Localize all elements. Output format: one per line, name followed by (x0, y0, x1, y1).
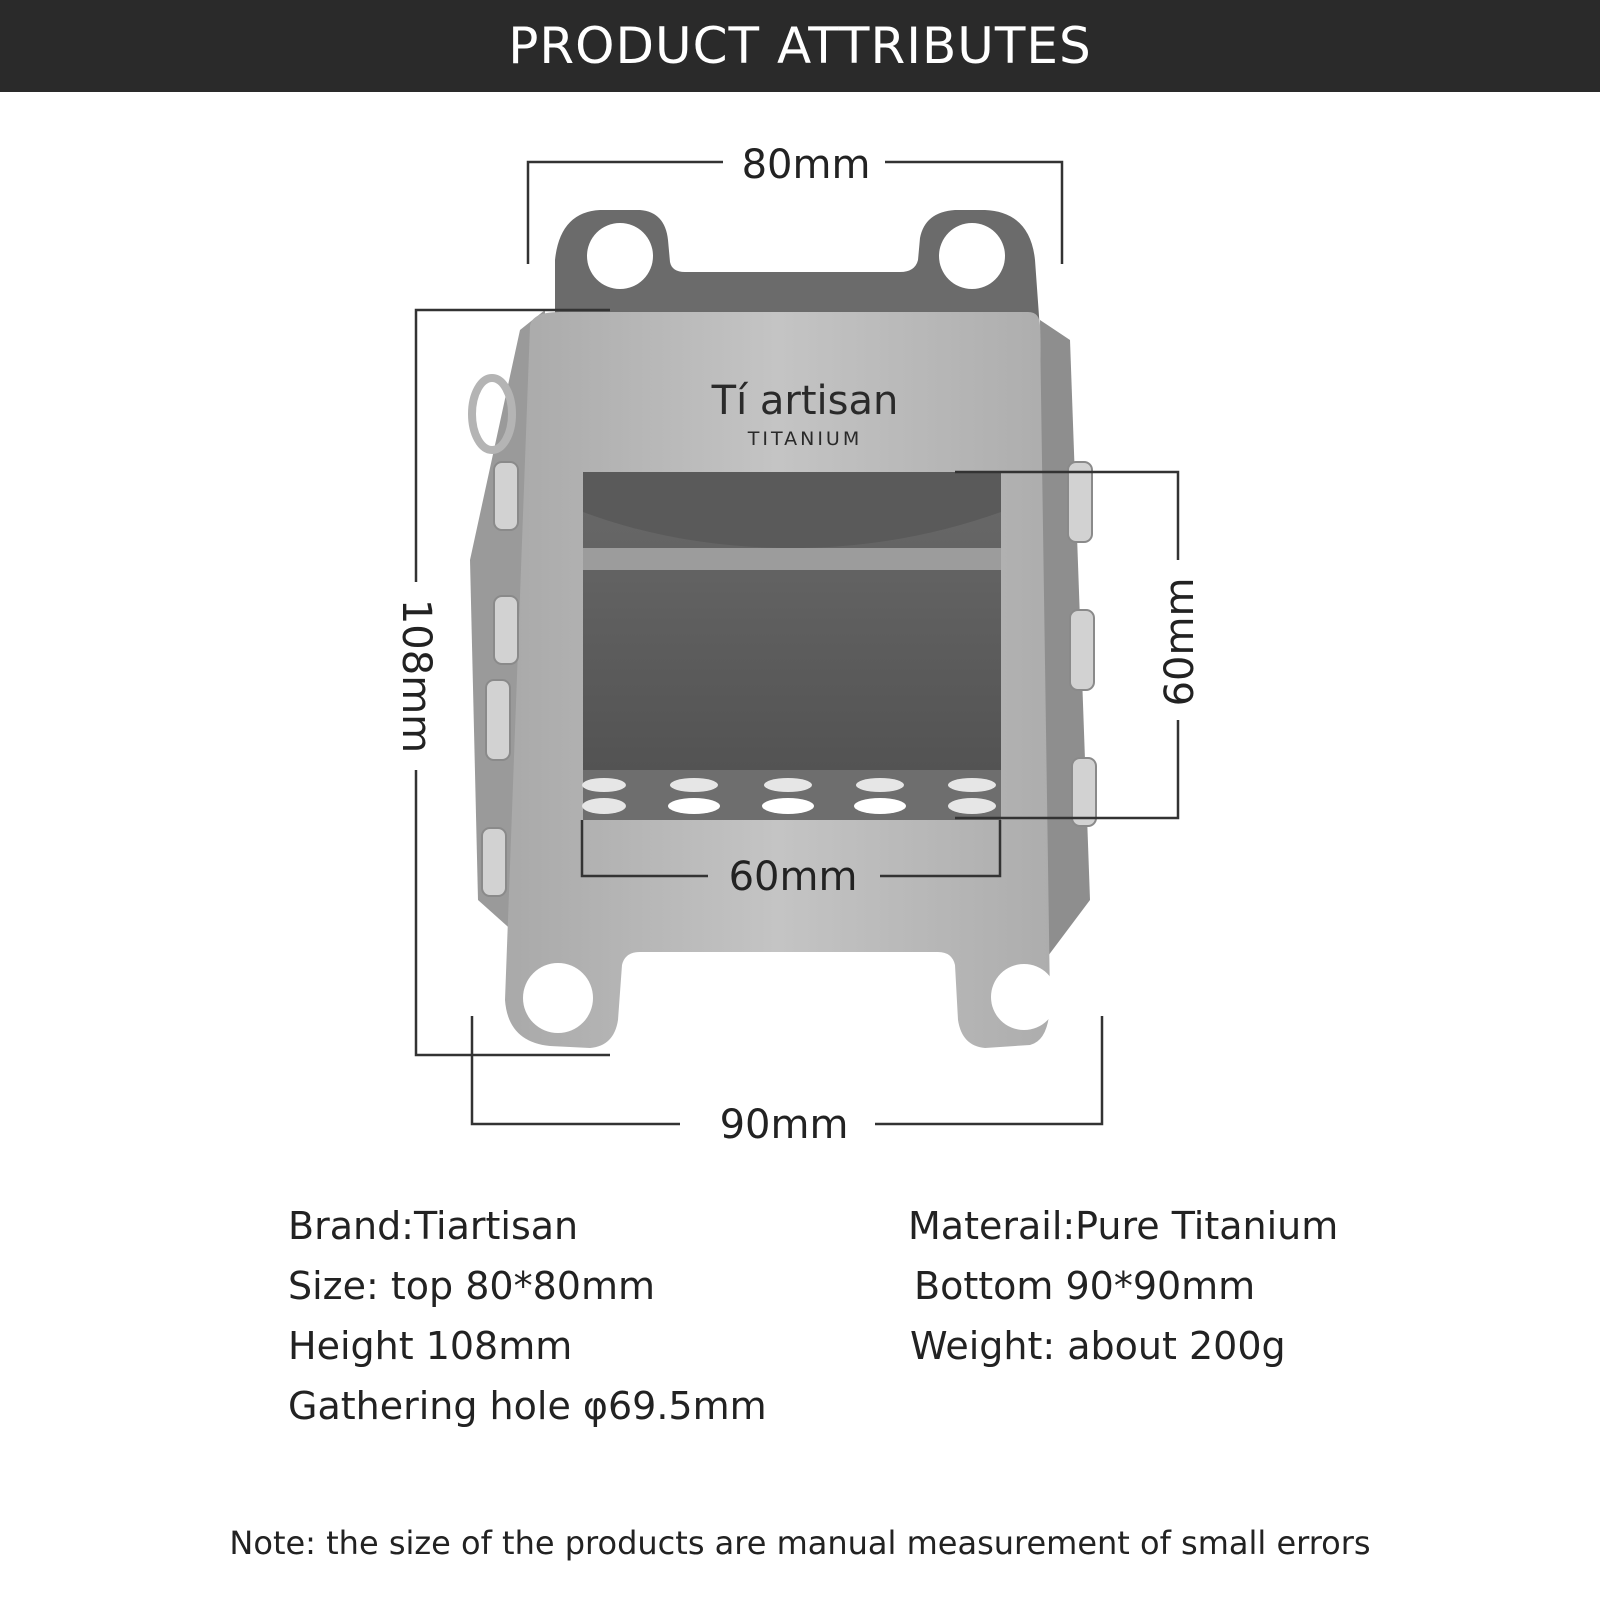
brand-logo: Tí artisan (711, 378, 899, 424)
grate-hole (582, 798, 626, 814)
page-title: PRODUCT ATTRIBUTES (508, 17, 1092, 75)
hinge (1068, 462, 1092, 542)
grate-hole (854, 798, 906, 814)
hinge (494, 596, 518, 664)
stove-back-hole-right (939, 223, 1005, 289)
grate-hole (762, 798, 814, 814)
brand-logo-subtext: TITANIUM (747, 428, 863, 450)
dimension-window-height-label: 60mm (1157, 577, 1203, 707)
dimension-top-width-label: 80mm (741, 142, 871, 188)
measurement-note: Note: the size of the products are manual measurement of small errors (229, 1524, 1371, 1562)
spec-brand: Brand:Tiartisan (288, 1204, 579, 1248)
dimension-bottom-width-label: 90mm (719, 1102, 849, 1148)
hinge (494, 462, 518, 530)
dimension-window-width-label: 60mm (728, 854, 858, 900)
spec-height: Height 108mm (288, 1324, 573, 1368)
grate-hole (948, 778, 996, 792)
spec-size-top: Size: top 80*80mm (288, 1264, 655, 1308)
hinge (1070, 610, 1094, 690)
spec-size-bottom: Bottom 90*90mm (914, 1264, 1256, 1308)
hinge (486, 680, 510, 760)
spec-material: Materail:Pure Titanium (908, 1204, 1339, 1248)
stove-back-hole-left (587, 223, 653, 289)
grate-hole (670, 778, 718, 792)
stove-window-bar (583, 548, 1001, 570)
dimension-height-label: 108mm (393, 598, 439, 754)
spec-weight: Weight: about 200g (910, 1324, 1286, 1368)
spec-gathering-hole: Gathering hole φ69.5mm (288, 1384, 767, 1428)
grate-hole (668, 798, 720, 814)
grate-hole (856, 778, 904, 792)
hinge (1072, 758, 1096, 826)
hinges-right (1068, 462, 1096, 826)
grate-hole (764, 778, 812, 792)
grate-hole (582, 778, 626, 792)
hinge (482, 828, 506, 896)
stove-front-hole-right (991, 964, 1057, 1030)
grate-hole (948, 798, 996, 814)
stove-front-hole-left (523, 963, 593, 1033)
